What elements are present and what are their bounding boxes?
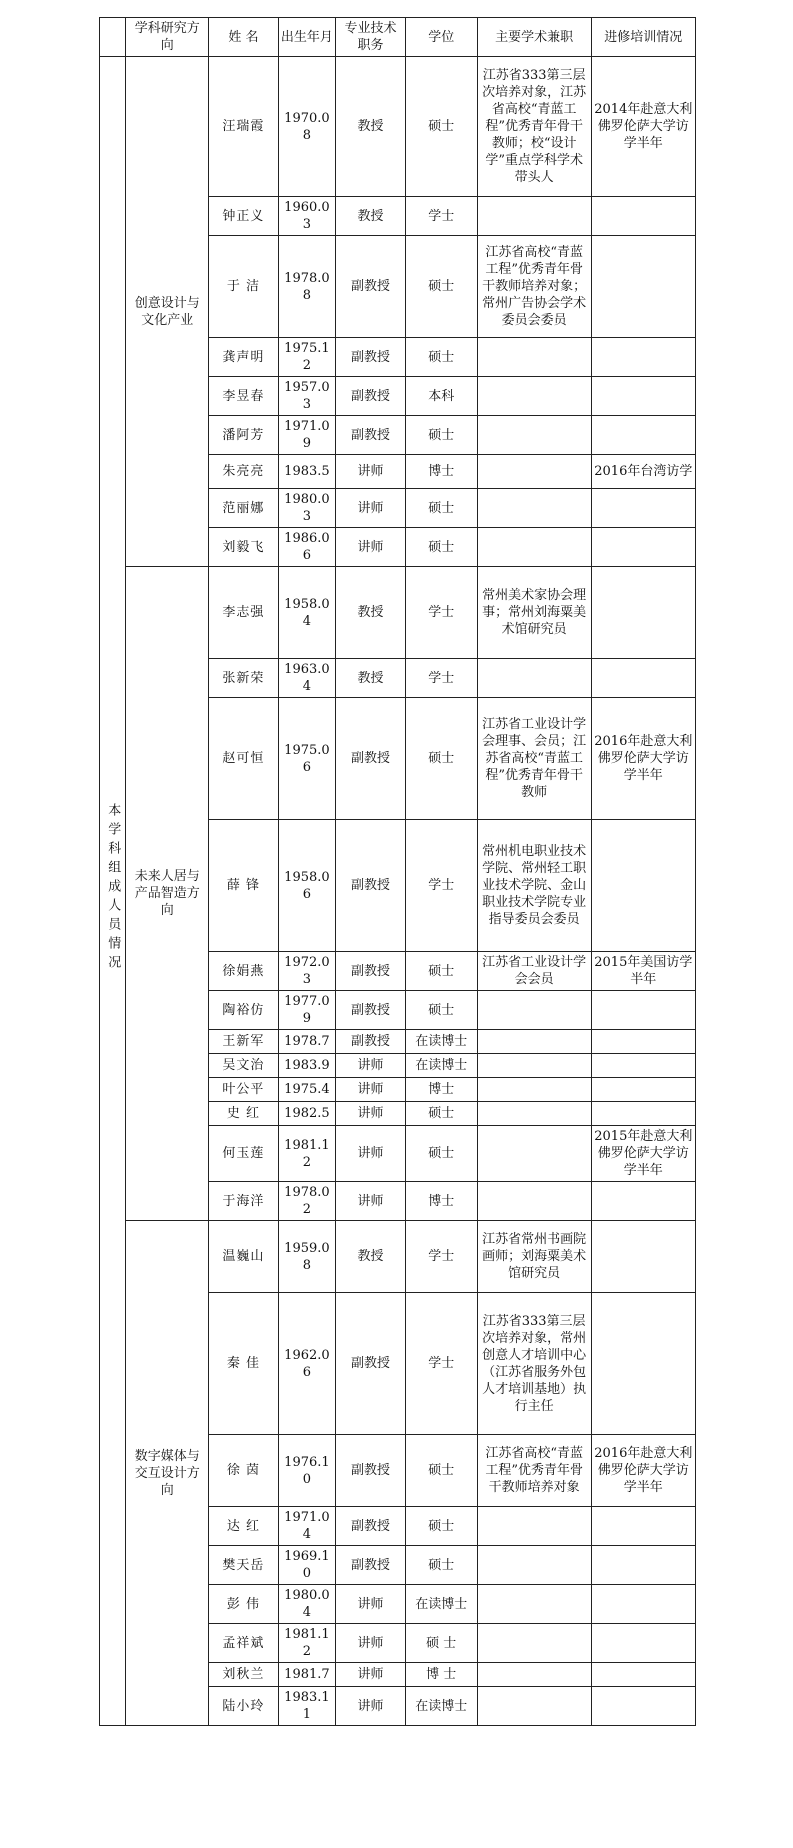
duty-cell <box>477 528 591 567</box>
degree-cell: 学士 <box>405 567 477 659</box>
duty-cell <box>477 1624 591 1663</box>
name-cell: 于海洋 <box>209 1182 279 1221</box>
title-cell: 副教授 <box>336 338 406 377</box>
title-cell: 副教授 <box>336 991 406 1030</box>
header-name: 姓 名 <box>209 18 279 57</box>
birth-cell: 1959.08 <box>278 1221 336 1293</box>
training-cell <box>591 991 695 1030</box>
table-row <box>100 1221 696 1293</box>
degree-cell: 硕士 <box>405 1126 477 1182</box>
training-cell: 2016年赴意大利佛罗伦萨大学访学半年 <box>591 1435 695 1507</box>
degree-cell: 硕士 <box>405 57 477 197</box>
birth-cell: 1963.04 <box>278 659 336 698</box>
duty-cell <box>477 1102 591 1126</box>
duty-cell <box>477 489 591 528</box>
duty-cell <box>477 1585 591 1624</box>
training-cell <box>591 338 695 377</box>
header-direction: 学科研究方向 <box>126 18 209 57</box>
degree-cell: 博士 <box>405 1078 477 1102</box>
title-cell: 讲师 <box>336 1182 406 1221</box>
training-cell <box>591 377 695 416</box>
name-cell: 薛 锋 <box>209 820 279 952</box>
birth-cell: 1958.04 <box>278 567 336 659</box>
name-cell: 李昱春 <box>209 377 279 416</box>
degree-cell: 博士 <box>405 1182 477 1221</box>
side-label <box>100 57 126 1726</box>
table-body <box>100 18 696 1726</box>
duty-cell <box>477 455 591 489</box>
duty-cell: 江苏省333第三层次培养对象，常州创意人才培训中心（江苏省服务外包人才培训基地）执行主任 <box>477 1293 591 1435</box>
name-cell: 秦 佳 <box>209 1293 279 1435</box>
degree-cell: 硕士 <box>405 698 477 820</box>
name-cell: 孟祥斌 <box>209 1624 279 1663</box>
title-cell: 教授 <box>336 1221 406 1293</box>
name-cell: 史 红 <box>209 1102 279 1126</box>
training-cell <box>591 1663 695 1687</box>
training-cell <box>591 1687 695 1726</box>
duty-cell: 江苏省高校“青蓝工程”优秀青年骨干教师培养对象 <box>477 1435 591 1507</box>
training-cell <box>591 1221 695 1293</box>
birth-cell: 1957.03 <box>278 377 336 416</box>
title-cell: 副教授 <box>336 1293 406 1435</box>
name-cell: 彭 伟 <box>209 1585 279 1624</box>
degree-cell: 硕士 <box>405 236 477 338</box>
duty-cell <box>477 338 591 377</box>
birth-cell: 1981.7 <box>278 1663 336 1687</box>
duty-cell <box>477 659 591 698</box>
birth-cell: 1975.12 <box>278 338 336 377</box>
degree-cell: 在读博士 <box>405 1585 477 1624</box>
duty-cell <box>477 1030 591 1054</box>
title-cell: 讲师 <box>336 1078 406 1102</box>
duty-cell: 江苏省工业设计学会会员 <box>477 952 591 991</box>
degree-cell: 硕士 <box>405 528 477 567</box>
direction-cell: 数字媒体与交互设计方向 <box>126 1221 209 1726</box>
title-cell: 副教授 <box>336 416 406 455</box>
birth-cell: 1977.09 <box>278 991 336 1030</box>
title-cell: 副教授 <box>336 1030 406 1054</box>
title-cell: 副教授 <box>336 377 406 416</box>
training-cell: 2015年美国访学半年 <box>591 952 695 991</box>
duty-cell: 江苏省常州书画院画师；刘海粟美术馆研究员 <box>477 1221 591 1293</box>
duty-cell <box>477 416 591 455</box>
birth-cell: 1981.12 <box>278 1126 336 1182</box>
training-cell <box>591 1293 695 1435</box>
degree-cell: 在读博士 <box>405 1054 477 1078</box>
duty-cell <box>477 197 591 236</box>
birth-cell: 1976.10 <box>278 1435 336 1507</box>
birth-cell: 1980.03 <box>278 489 336 528</box>
name-cell: 赵可恒 <box>209 698 279 820</box>
birth-cell: 1960.03 <box>278 197 336 236</box>
name-cell: 达 红 <box>209 1507 279 1546</box>
name-cell: 张新荣 <box>209 659 279 698</box>
title-cell: 教授 <box>336 659 406 698</box>
training-cell <box>591 1030 695 1054</box>
title-cell: 教授 <box>336 197 406 236</box>
training-cell <box>591 1507 695 1546</box>
training-cell <box>591 567 695 659</box>
training-cell: 2015年赴意大利佛罗伦萨大学访学半年 <box>591 1126 695 1182</box>
title-cell: 讲师 <box>336 455 406 489</box>
table-row <box>100 57 696 197</box>
training-cell <box>591 1182 695 1221</box>
name-cell: 李志强 <box>209 567 279 659</box>
degree-cell: 硕士 <box>405 1435 477 1507</box>
degree-cell: 硕士 <box>405 1546 477 1585</box>
training-cell <box>591 236 695 338</box>
header-duty: 主要学术兼职 <box>477 18 591 57</box>
name-cell: 王新军 <box>209 1030 279 1054</box>
degree-cell: 博 士 <box>405 1663 477 1687</box>
title-cell: 讲师 <box>336 489 406 528</box>
header-title: 专业技术职务 <box>336 18 406 57</box>
degree-cell: 学士 <box>405 1221 477 1293</box>
name-cell: 吴文治 <box>209 1054 279 1078</box>
duty-cell <box>477 1546 591 1585</box>
header-degree: 学位 <box>405 18 477 57</box>
duty-cell <box>477 377 591 416</box>
title-cell: 讲师 <box>336 1687 406 1726</box>
name-cell: 刘毅飞 <box>209 528 279 567</box>
birth-cell: 1978.7 <box>278 1030 336 1054</box>
birth-cell: 1982.5 <box>278 1102 336 1126</box>
duty-cell: 江苏省工业设计学会理事、会员；江苏省高校“青蓝工程”优秀青年骨干教师 <box>477 698 591 820</box>
side-label-text: 本学科组成人员情况 <box>105 803 121 974</box>
birth-cell: 1981.12 <box>278 1624 336 1663</box>
degree-cell: 硕士 <box>405 416 477 455</box>
title-cell: 副教授 <box>336 1546 406 1585</box>
side-label-cell <box>100 18 126 57</box>
duty-cell <box>477 1663 591 1687</box>
title-cell: 讲师 <box>336 1624 406 1663</box>
title-cell: 讲师 <box>336 1663 406 1687</box>
training-cell <box>591 528 695 567</box>
degree-cell: 硕士 <box>405 952 477 991</box>
degree-cell: 学士 <box>405 197 477 236</box>
title-cell: 讲师 <box>336 1102 406 1126</box>
degree-cell: 硕士 <box>405 991 477 1030</box>
name-cell: 徐 茵 <box>209 1435 279 1507</box>
duty-cell <box>477 1182 591 1221</box>
name-cell: 钟正义 <box>209 197 279 236</box>
birth-cell: 1958.06 <box>278 820 336 952</box>
name-cell: 何玉莲 <box>209 1126 279 1182</box>
birth-cell: 1971.09 <box>278 416 336 455</box>
degree-cell: 硕士 <box>405 1507 477 1546</box>
title-cell: 讲师 <box>336 1126 406 1182</box>
title-cell: 讲师 <box>336 1054 406 1078</box>
degree-cell: 硕 士 <box>405 1624 477 1663</box>
name-cell: 温巍山 <box>209 1221 279 1293</box>
duty-cell: 常州美术家协会理事；常州刘海粟美术馆研究员 <box>477 567 591 659</box>
name-cell: 龚声明 <box>209 338 279 377</box>
training-cell <box>591 197 695 236</box>
degree-cell: 硕士 <box>405 1102 477 1126</box>
title-cell: 副教授 <box>336 952 406 991</box>
degree-cell: 硕士 <box>405 489 477 528</box>
header-birth: 出生年月 <box>278 18 336 57</box>
birth-cell: 1980.04 <box>278 1585 336 1624</box>
title-cell: 副教授 <box>336 1507 406 1546</box>
training-cell: 2016年赴意大利佛罗伦萨大学访学半年 <box>591 698 695 820</box>
direction-cell: 创意设计与文化产业 <box>126 57 209 567</box>
duty-cell: 江苏省333第三层次培养对象，江苏省高校“青蓝工程”优秀青年骨干教师；校“设计学”重点学科学术带头人 <box>477 57 591 197</box>
title-cell: 教授 <box>336 57 406 197</box>
duty-cell <box>477 1054 591 1078</box>
name-cell: 潘阿芳 <box>209 416 279 455</box>
duty-cell <box>477 991 591 1030</box>
degree-cell: 在读博士 <box>405 1030 477 1054</box>
birth-cell: 1969.10 <box>278 1546 336 1585</box>
birth-cell: 1972.03 <box>278 952 336 991</box>
header-row <box>100 18 696 57</box>
name-cell: 汪瑞霞 <box>209 57 279 197</box>
degree-cell: 学士 <box>405 1293 477 1435</box>
duty-cell: 江苏省高校“青蓝工程”优秀青年骨干教师培养对象；常州广告协会学术委员会委员 <box>477 236 591 338</box>
header-training: 进修培训情况 <box>591 18 695 57</box>
training-cell <box>591 1546 695 1585</box>
name-cell: 范丽娜 <box>209 489 279 528</box>
birth-cell: 1983.5 <box>278 455 336 489</box>
title-cell: 讲师 <box>336 1585 406 1624</box>
name-cell: 陶裕仿 <box>209 991 279 1030</box>
birth-cell: 1975.4 <box>278 1078 336 1102</box>
degree-cell: 学士 <box>405 659 477 698</box>
name-cell: 樊天岳 <box>209 1546 279 1585</box>
title-cell: 副教授 <box>336 820 406 952</box>
training-cell: 2014年赴意大利佛罗伦萨大学访学半年 <box>591 57 695 197</box>
training-cell <box>591 1054 695 1078</box>
degree-cell: 博士 <box>405 455 477 489</box>
training-cell <box>591 1624 695 1663</box>
birth-cell: 1986.06 <box>278 528 336 567</box>
direction-cell: 未来人居与产品智造方向 <box>126 567 209 1221</box>
degree-cell: 在读博士 <box>405 1687 477 1726</box>
duty-cell <box>477 1687 591 1726</box>
training-cell <box>591 820 695 952</box>
staff-table <box>99 17 696 1726</box>
birth-cell: 1983.9 <box>278 1054 336 1078</box>
duty-cell <box>477 1078 591 1102</box>
name-cell: 于 洁 <box>209 236 279 338</box>
title-cell: 副教授 <box>336 698 406 820</box>
degree-cell: 学士 <box>405 820 477 952</box>
birth-cell: 1983.11 <box>278 1687 336 1726</box>
duty-cell: 常州机电职业技术学院、常州轻工职业技术学院、金山职业技术学院专业指导委员会委员 <box>477 820 591 952</box>
duty-cell <box>477 1126 591 1182</box>
degree-cell: 硕士 <box>405 338 477 377</box>
title-cell: 副教授 <box>336 1435 406 1507</box>
training-cell <box>591 416 695 455</box>
birth-cell: 1975.06 <box>278 698 336 820</box>
training-cell <box>591 1585 695 1624</box>
title-cell: 讲师 <box>336 528 406 567</box>
degree-cell: 本科 <box>405 377 477 416</box>
training-cell <box>591 1102 695 1126</box>
birth-cell: 1970.08 <box>278 57 336 197</box>
name-cell: 朱亮亮 <box>209 455 279 489</box>
name-cell: 叶公平 <box>209 1078 279 1102</box>
name-cell: 陆小玲 <box>209 1687 279 1726</box>
training-cell <box>591 1078 695 1102</box>
name-cell: 刘秋兰 <box>209 1663 279 1687</box>
birth-cell: 1978.08 <box>278 236 336 338</box>
name-cell: 徐娟燕 <box>209 952 279 991</box>
title-cell: 副教授 <box>336 236 406 338</box>
duty-cell <box>477 1507 591 1546</box>
birth-cell: 1978.02 <box>278 1182 336 1221</box>
table-row <box>100 567 696 659</box>
birth-cell: 1962.06 <box>278 1293 336 1435</box>
training-cell: 2016年台湾访学 <box>591 455 695 489</box>
title-cell: 教授 <box>336 567 406 659</box>
birth-cell: 1971.04 <box>278 1507 336 1546</box>
training-cell <box>591 659 695 698</box>
training-cell <box>591 489 695 528</box>
